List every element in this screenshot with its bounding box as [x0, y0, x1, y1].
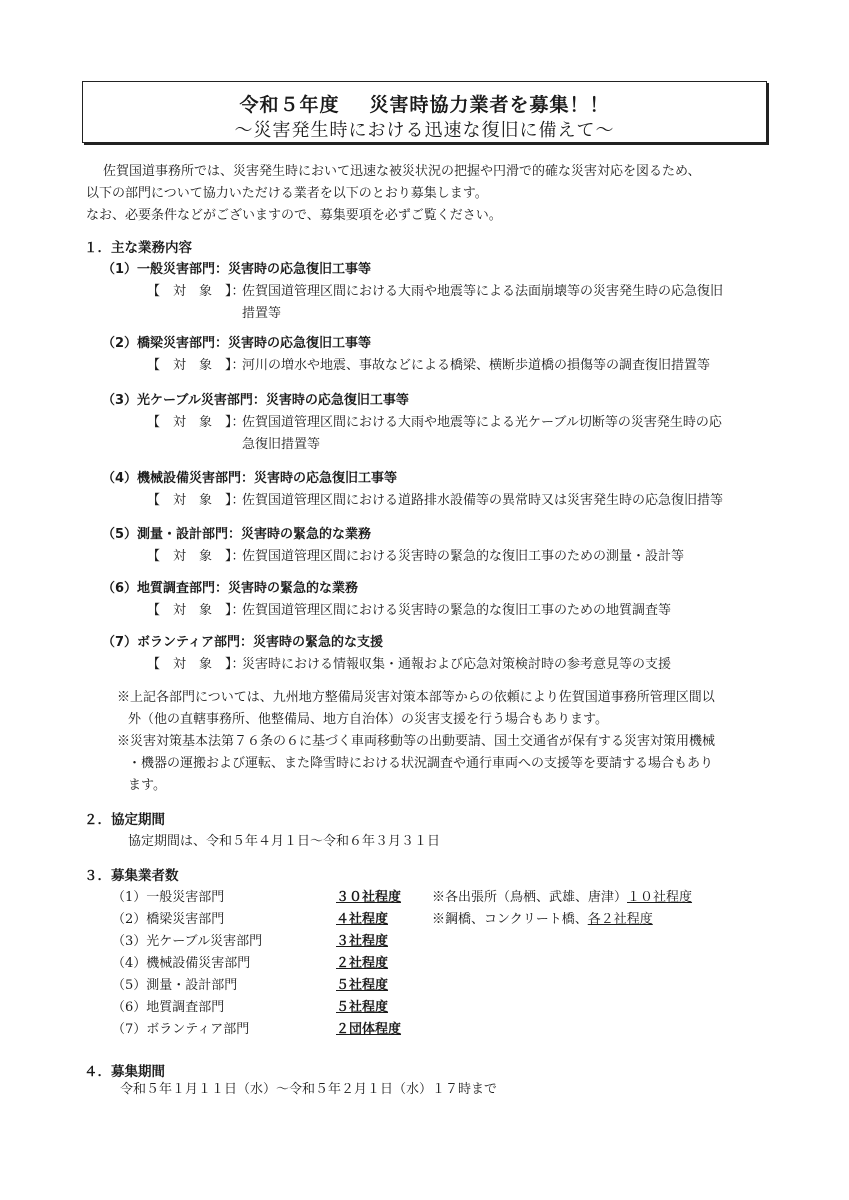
recruit-dept-2: （2）橋梁災害部門	[112, 912, 225, 927]
recruit-remark-2b: 各２社程度	[587, 912, 653, 927]
recruit-count-4: ２社程度	[336, 956, 389, 971]
recruit-count-7: ２団体程度	[336, 1022, 402, 1037]
note-line-2: 外（他の直轄事務所、他整備局、地方自治体）の災害支援を行う場合もあります。	[128, 712, 608, 727]
item7-label: （7）ボランティア部門：災害時の緊急的な支援	[102, 635, 384, 650]
recruitment-period: 令和５年１月１１日（水）～令和５年２月１日（水）１７時まで	[120, 1082, 498, 1097]
section4-heading: ４．募集期間	[84, 1064, 165, 1080]
note-line-1: ※上記各部門については、九州地方整備局災害対策本部等からの依頼により佐賀国道事務所管理区間以	[117, 690, 715, 705]
note-line-5: ます。	[128, 778, 166, 793]
title-year: 令和５年度	[239, 94, 340, 116]
item4-tag: 【 対 象 】：	[147, 493, 245, 508]
page-subtitle: ～災害発生時における迅速な復旧に備えて～	[234, 120, 615, 141]
item4-desc-1: 佐賀国道管理区間における道路排水設備等の異常時又は災害発生時の応急復旧措等	[242, 493, 724, 508]
recruit-remark-2	[432, 908, 653, 927]
item1-tag: 【 対 象 】：	[147, 284, 245, 299]
section3-heading: ３．募集業者数	[84, 868, 179, 884]
item6-desc-1: 佐賀国道管理区間における災害時の緊急的な復旧工事のための地質調査等	[242, 603, 672, 618]
recruit-count-6: ５社程度	[336, 1000, 389, 1015]
recruit-dept-3: （3）光ケーブル災害部門	[112, 934, 263, 949]
note-line-3: ※災害対策基本法第７６条の６に基づく車両移動等の出動要請、国土交通省が保有する災害対策用機械	[117, 734, 716, 749]
note-line-4: ・機器の運搬および運転、また降雪時における状況調査や通行車両への支援等を要請する場合もあり	[128, 756, 714, 771]
item1-label: （1）一般災害部門：災害時の応急復旧工事等	[102, 262, 372, 277]
section1-heading: １．主な業務内容	[84, 240, 192, 256]
recruit-remark-1	[432, 886, 692, 905]
item2-tag: 【 対 象 】：	[147, 358, 245, 373]
item7-desc-1: 災害時における情報収集・通報および応急対策検討時の参考意見等の支援	[242, 657, 672, 672]
title-main-text: 災害時協力業者を募集！！	[369, 94, 610, 116]
recruit-remark-2a: ※鋼橋、コンクリート橋、	[432, 912, 588, 927]
item2-label: （2）橋梁災害部門：災害時の応急復旧工事等	[102, 336, 372, 351]
item7-tag: 【 対 象 】：	[147, 657, 245, 672]
intro-line-2: 以下の部門について協力いただける業者を以下のとおり募集します。	[86, 186, 488, 201]
item3-tag: 【 対 象 】：	[147, 415, 245, 430]
item6-label: （6）地質調査部門：災害時の緊急的な業務	[102, 581, 359, 596]
item3-label: （3）光ケーブル災害部門：災害時の応急復旧工事等	[102, 393, 409, 408]
item1-desc-2: 措置等	[242, 306, 282, 321]
title-box	[82, 81, 767, 143]
recruit-count-3: ３社程度	[336, 934, 389, 949]
recruit-count-2: ４社程度	[336, 912, 389, 927]
item1-desc-1: 佐賀国道管理区間における大雨や地震等による法面崩壊等の災害発生時の応急復旧	[242, 284, 724, 299]
recruit-remark-1b: １０社程度	[627, 890, 693, 905]
item3-desc-1: 佐賀国道管理区間における大雨や地震等による光ケーブル切断等の災害発生時の応	[242, 415, 722, 430]
intro-line-3: なお、必要条件などがございますので、募集要項を必ずご覧ください。	[86, 208, 502, 223]
page-title	[83, 90, 766, 117]
item4-label: （4）機械設備災害部門：災害時の応急復旧工事等	[102, 471, 398, 486]
item2-desc-1: 河川の増水や地震、事故などによる橋梁、横断歩道橋の損傷等の調査復旧措置等	[242, 358, 711, 373]
item3-desc-2: 急復旧措置等	[242, 437, 321, 452]
item6-tag: 【 対 象 】：	[147, 603, 245, 618]
item5-label: （5）測量・設計部門：災害時の緊急的な業務	[102, 527, 372, 542]
recruit-dept-7: （7）ボランティア部門	[112, 1022, 250, 1037]
intro-line-1: 佐賀国道事務所では、災害発生時において迅速な被災状況の把握や円滑で的確な災害対応を図るため、	[103, 164, 701, 179]
item5-desc-1: 佐賀国道管理区間における災害時の緊急的な復旧工事のための測量・設計等	[242, 549, 685, 564]
recruit-dept-1: （1）一般災害部門	[112, 890, 225, 905]
recruit-count-5: ５社程度	[336, 978, 389, 993]
recruit-dept-4: （4）機械設備災害部門	[112, 956, 251, 971]
section2-heading: ２．協定期間	[84, 812, 165, 828]
item5-tag: 【 対 象 】：	[147, 549, 245, 564]
recruit-dept-5: （5）測量・設計部門	[112, 978, 238, 993]
agreement-period: 協定期間は、令和５年４月１日～令和６年３月３１日	[128, 834, 441, 849]
recruit-dept-6: （6）地質調査部門	[112, 1000, 225, 1015]
recruit-remark-1a: ※各出張所（鳥栖、武雄、唐津）	[432, 890, 628, 905]
recruit-count-1: ３０社程度	[336, 890, 402, 905]
